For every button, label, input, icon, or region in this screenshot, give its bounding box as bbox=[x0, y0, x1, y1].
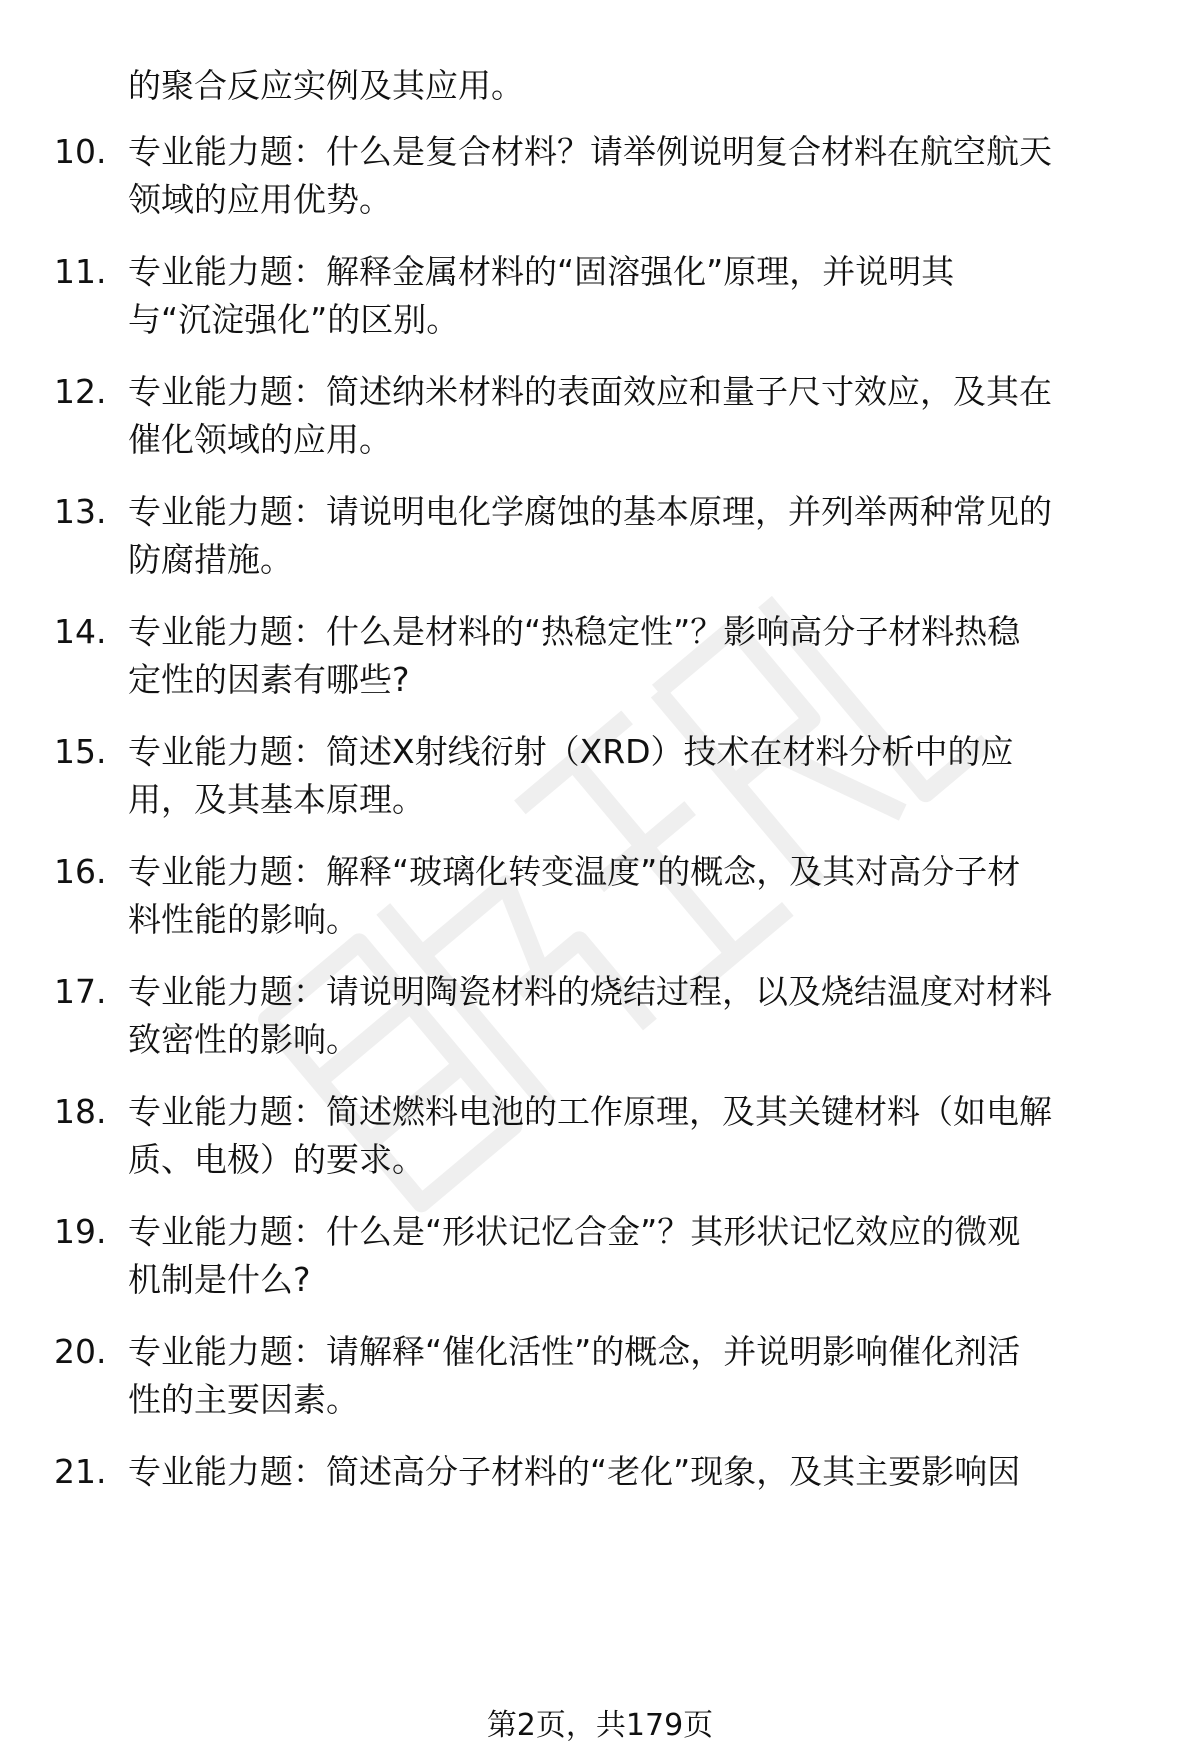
question-line: 定性的因素有哪些? bbox=[128, 660, 410, 699]
question-line: 专业能力题：请解释“催化活性”的概念，并说明影响催化剂活 bbox=[128, 1332, 1021, 1371]
question-number: 18. bbox=[54, 1092, 107, 1131]
question-line: 专业能力题：什么是材料的“热稳定性”？影响高分子材料热稳 bbox=[128, 612, 1021, 651]
question-text bbox=[128, 488, 1138, 584]
question-text bbox=[128, 128, 1138, 224]
question-item bbox=[0, 488, 1200, 598]
question-number: 13. bbox=[54, 492, 107, 531]
question-line: 专业能力题：简述高分子材料的“老化”现象，及其主要影响因 bbox=[128, 1452, 1021, 1491]
question-number: 19. bbox=[54, 1212, 107, 1251]
question-line: 机制是什么? bbox=[128, 1260, 311, 1299]
question-item bbox=[0, 248, 1200, 358]
question-line: 专业能力题：什么是复合材料？请举例说明复合材料在航空航天 bbox=[128, 132, 1052, 171]
question-text bbox=[128, 608, 1138, 704]
question-item bbox=[0, 1088, 1200, 1198]
question-number: 12. bbox=[54, 372, 107, 411]
question-text bbox=[128, 968, 1138, 1064]
question-number: 17. bbox=[54, 972, 107, 1011]
question-number: 16. bbox=[54, 852, 107, 891]
question-line: 用，及其基本原理。 bbox=[128, 780, 425, 819]
question-line: 专业能力题：请说明电化学腐蚀的基本原理，并列举两种常见的 bbox=[128, 492, 1052, 531]
question-text bbox=[128, 1448, 1138, 1496]
question-line: 专业能力题：请说明陶瓷材料的烧结过程，以及烧结温度对材料 bbox=[128, 972, 1052, 1011]
question-line: 专业能力题：什么是“形状记忆合金”？其形状记忆效应的微观 bbox=[128, 1212, 1021, 1251]
question-text bbox=[128, 848, 1138, 944]
question-line: 专业能力题：简述燃料电池的工作原理，及其关键材料（如电解 bbox=[128, 1092, 1052, 1131]
question-line: 质、电极）的要求。 bbox=[128, 1140, 425, 1179]
question-number: 21. bbox=[54, 1452, 107, 1491]
question-text bbox=[128, 1088, 1138, 1184]
question-line: 性的主要因素。 bbox=[128, 1380, 359, 1419]
question-line: 料性能的影响。 bbox=[128, 900, 359, 939]
question-item bbox=[0, 728, 1200, 838]
question-text bbox=[128, 368, 1138, 464]
question-text bbox=[128, 728, 1138, 824]
question-line: 防腐措施。 bbox=[128, 540, 293, 579]
question-text bbox=[128, 1328, 1138, 1424]
question-line: 专业能力题：简述X射线衍射（XRD）技术在材料分析中的应 bbox=[128, 732, 1014, 771]
question-item bbox=[0, 968, 1200, 1078]
question-line: 专业能力题：解释“玻璃化转变温度”的概念，及其对高分子材 bbox=[128, 852, 1021, 891]
question-number: 14. bbox=[54, 612, 107, 651]
question-number: 20. bbox=[54, 1332, 107, 1371]
question-item bbox=[0, 368, 1200, 478]
continued-text: 的聚合反应实例及其应用。 bbox=[128, 66, 524, 105]
question-line: 与“沉淀强化”的区别。 bbox=[128, 300, 460, 339]
question-item bbox=[0, 1448, 1200, 1558]
question-item bbox=[0, 128, 1200, 238]
page-footer: 第2页，共179页 bbox=[486, 1708, 714, 1743]
question-item bbox=[0, 1208, 1200, 1318]
question-number: 10. bbox=[54, 132, 107, 171]
question-item bbox=[0, 1328, 1200, 1438]
question-line: 催化领域的应用。 bbox=[128, 420, 392, 459]
question-line: 专业能力题：解释金属材料的“固溶强化”原理，并说明其 bbox=[128, 252, 955, 291]
question-item bbox=[0, 608, 1200, 718]
question-line: 致密性的影响。 bbox=[128, 1020, 359, 1059]
question-item bbox=[0, 848, 1200, 958]
question-line: 专业能力题：简述纳米材料的表面效应和量子尺寸效应，及其在 bbox=[128, 372, 1052, 411]
question-text bbox=[128, 1208, 1138, 1304]
question-number: 11. bbox=[54, 252, 107, 291]
question-number: 15. bbox=[54, 732, 107, 771]
question-text bbox=[128, 248, 1138, 344]
question-line: 领域的应用优势。 bbox=[128, 180, 392, 219]
